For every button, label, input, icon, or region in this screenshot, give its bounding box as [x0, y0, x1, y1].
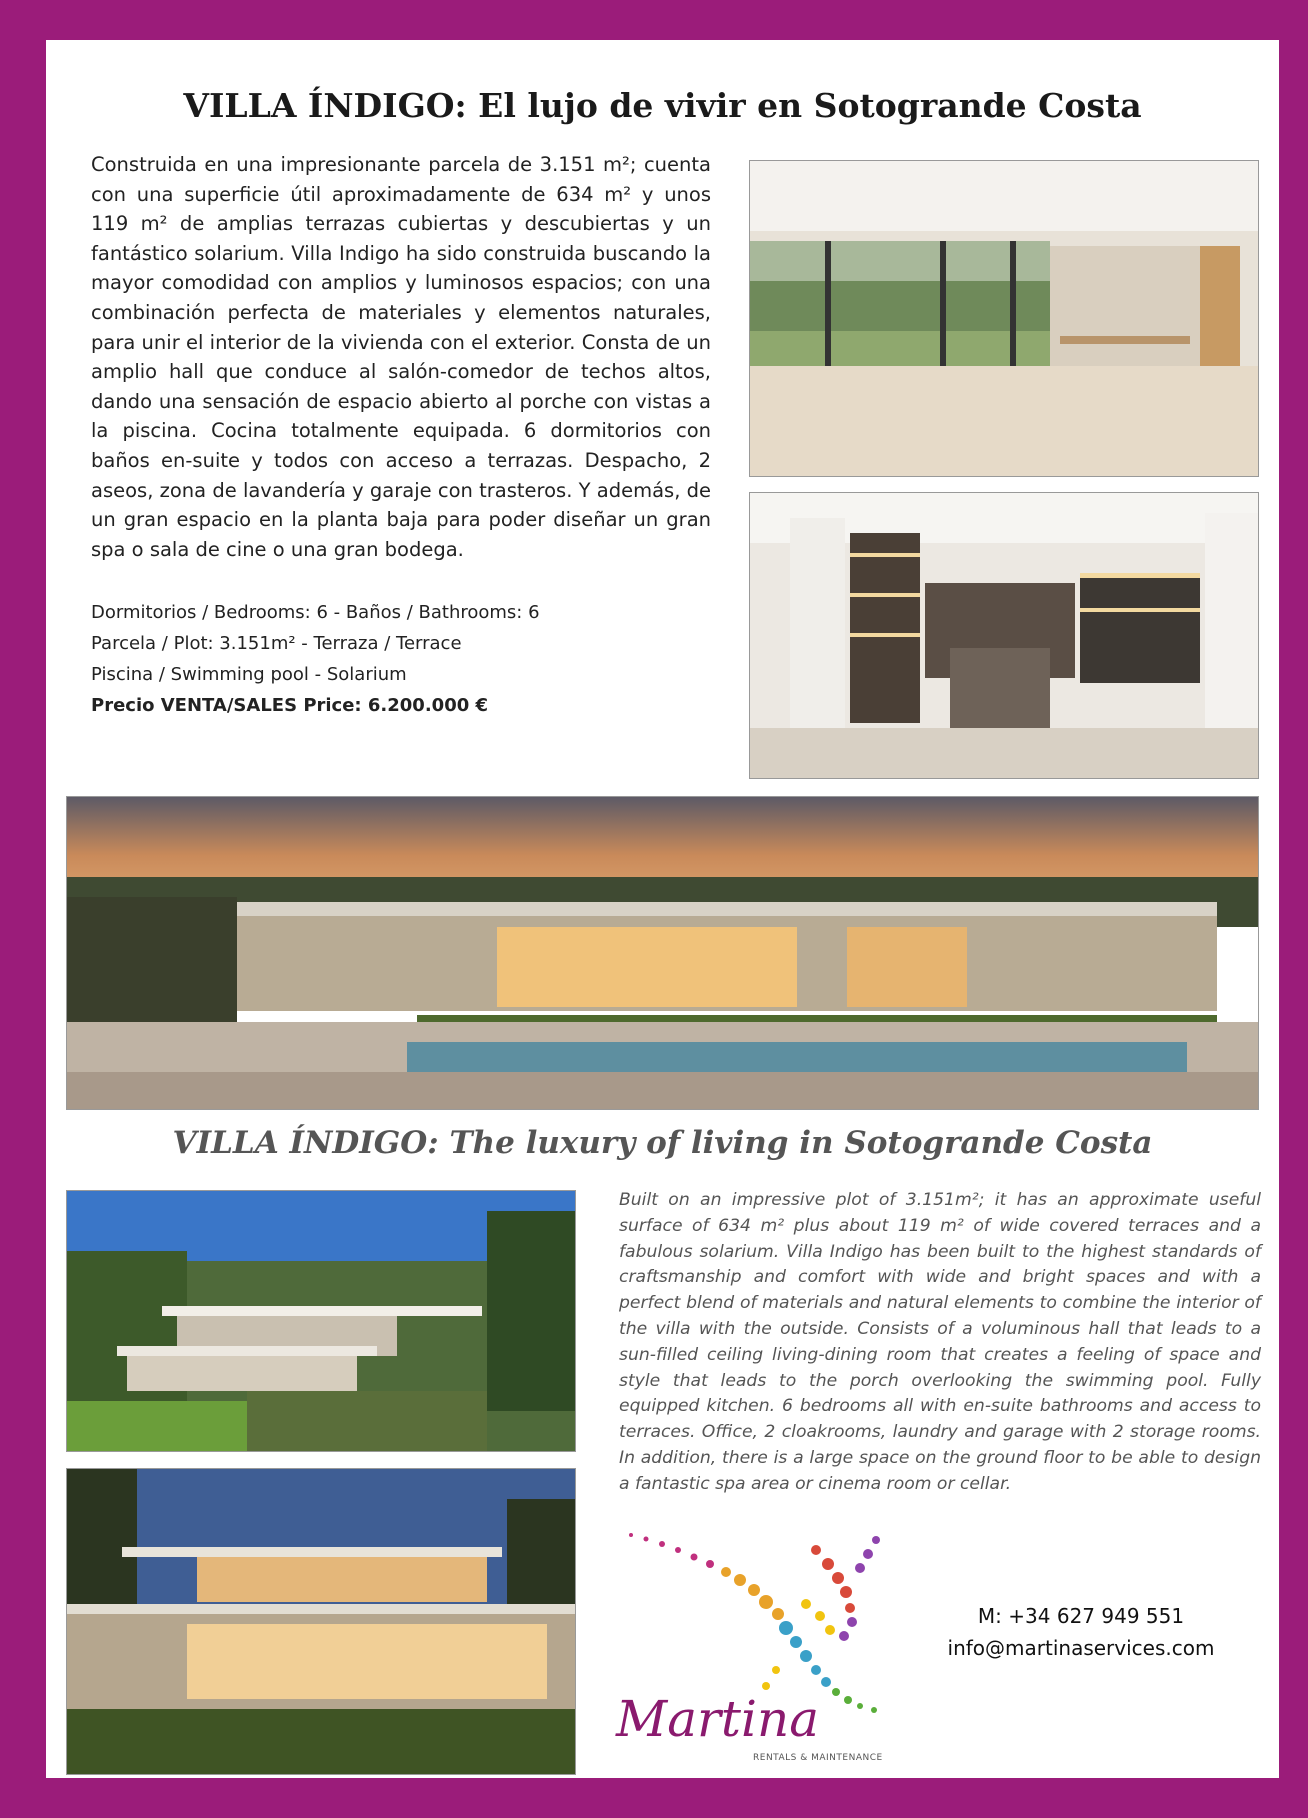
spanish-description: Construida en una impresionante parcela de 3.151 m²; cuenta con una superficie útil aproximadamente de 634 m² y unos 119 m² de amplias terrazas cubiertas y descubiertas y un fantástico solarium. Villa Indigo ha sido construida buscando la mayor comodidad con amplios y luminosos espacios; con una combinación perfecta de materiales y elementos naturales, para unir el interior de la vivienda con el exterior. Consta de un amplio hall que conduce al salón-comedor de techos altos, dando una sensación de espacio abierto al porche con vistas a la piscina. Cocina totalmente equipada. 6 dormitorios con baños en-suite y todos con acceso a terrazas. Despacho, 2 aseos, zona de lavandería y garaje con trasteros. Y además, de un gran espacio en la planta baja para poder diseñar un gran spa o sala de cine o una gran bodega. — [91, 153, 711, 561]
brand-name: Martina — [616, 1690, 820, 1748]
english-description: Built on an impressive plot of 3.151m²; it has an approximate useful surface of 634 m² plus about 119 m² of wide covered terraces and a fabulous solarium. Villa Indigo has been built to the highest standards of craftsmanship and comfort with wide and bright spaces and with a perfect blend of materials and natural elements to combine the interior of the villa with the outside. Consists of a voluminous hall that leads to a sun-filled ceiling living-dining room that creates a feeling of space and style that leads to the porch overlooking the swimming pool. Fully equipped kitchen. 6 bedrooms all with en-suite bathrooms and access to terraces. Office, 2 cloakrooms, laundry and garage with 2 storage rooms. In addition, there is a large space on the ground floor to be able to design a fantastic spa area or cinema room or cellar. — [619, 1190, 1261, 1494]
brand-subtitle: RENTALS & MAINTENANCE — [753, 1753, 883, 1763]
specs-rooms: Dormitorios / Bedrooms: 6 - Baños / Bathrooms: 6 — [91, 602, 540, 623]
english-title: VILLA ÍNDIGO: The luxury of living in Sotogrande Costa — [172, 1125, 1153, 1161]
specs-plot: Parcela / Plot: 3.151m² - Terraza / Terrace — [91, 633, 462, 654]
villa-night-photo — [66, 1468, 576, 1775]
villa-exterior-dusk-photo — [66, 796, 1259, 1110]
magazine-page — [46, 40, 1279, 1778]
villa-aerial-photo — [66, 1190, 576, 1452]
contact-email[interactable]: info@martinaservices.com — [947, 1636, 1215, 1660]
specs-pool: Piscina / Swimming pool - Solarium — [91, 664, 407, 685]
kitchen-photo — [749, 492, 1259, 779]
specs-price: Precio VENTA/SALES Price: 6.200.000 € — [91, 695, 489, 716]
contact-phone: M: +34 627 949 551 — [977, 1604, 1185, 1628]
contact-block — [926, 1600, 1236, 1664]
spanish-title: VILLA ÍNDIGO: El lujo de vivir en Sotogrande Costa — [183, 86, 1142, 125]
living-room-photo — [749, 160, 1259, 477]
property-specs — [91, 597, 691, 721]
